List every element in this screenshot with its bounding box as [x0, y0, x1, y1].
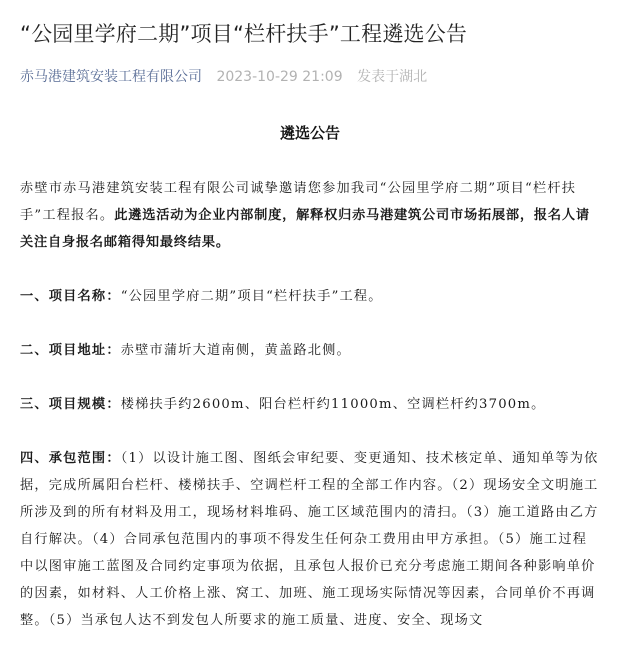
article-title: “公园里学府二期”项目“栏杆扶手”工程遴选公告	[20, 22, 468, 46]
publish-time: 2023-10-29 21:09	[216, 69, 343, 85]
intro-paragraph	[20, 175, 600, 256]
section-value: “公园里学府二期”项目“栏杆扶手”工程。	[120, 289, 383, 304]
section-label: 二、项目地址：	[20, 343, 121, 358]
author-link[interactable]: 赤马港建筑安装工程有限公司	[20, 69, 202, 85]
intro-bold-text: 此遴选活动为企业内部制度，解释权归赤马港建筑公司市场拓展部，报名人请关注自身报名邮箱得知最终结果。	[20, 208, 590, 250]
section-label: 一、项目名称：	[20, 289, 121, 304]
section-label: 四、承包范围：	[20, 451, 121, 466]
article-body	[20, 118, 600, 634]
section-value: 楼梯扶手约2600m、阳台栏杆约11000m、空调栏杆约3700m。	[120, 397, 546, 412]
article-meta	[20, 66, 427, 86]
notice-heading: 遴选公告	[279, 124, 340, 142]
section-project-address	[20, 337, 600, 364]
section-value: （1）以设计施工图、图纸会审纪要、变更通知、技术核定单、通知单等为依据，完成所属阳台栏杆、楼梯扶手、空调栏杆工程的全部工作内容。（2）现场安全文明施工所涉及到的所有材料及用工，现场材料堆码、施工区域范围内的清扫。（3）施工道路由乙方自行解决。（4）合同承包范围内的事项不得发生任何杂工费用由甲方承担。（5）施工过程中以图审施工蓝图及合同约定事项为依据，且承包人报价已充分考虑施工期间各种影响单价的因素，如材料、人工价格上涨、窝工、加班、施工现场实际情况等因素，合同单价不再调整。（5）当承包人达不到发包人所要求的施工质量、进度、安全、现场文	[20, 451, 599, 628]
publish-location: 发表于湖北	[357, 69, 428, 85]
section-project-scale	[20, 391, 600, 418]
intro-text: 赤壁市赤马港建筑安装工程有限公司诚挚邀请您参加我司“公园里学府二期”项目“栏杆扶手”工程报名。	[20, 181, 577, 223]
section-project-name	[20, 283, 600, 310]
section-contract-scope	[20, 445, 600, 634]
section-label: 三、项目规模：	[20, 397, 121, 412]
section-value: 赤壁市蒲圻大道南侧，黄盖路北侧。	[120, 343, 351, 358]
